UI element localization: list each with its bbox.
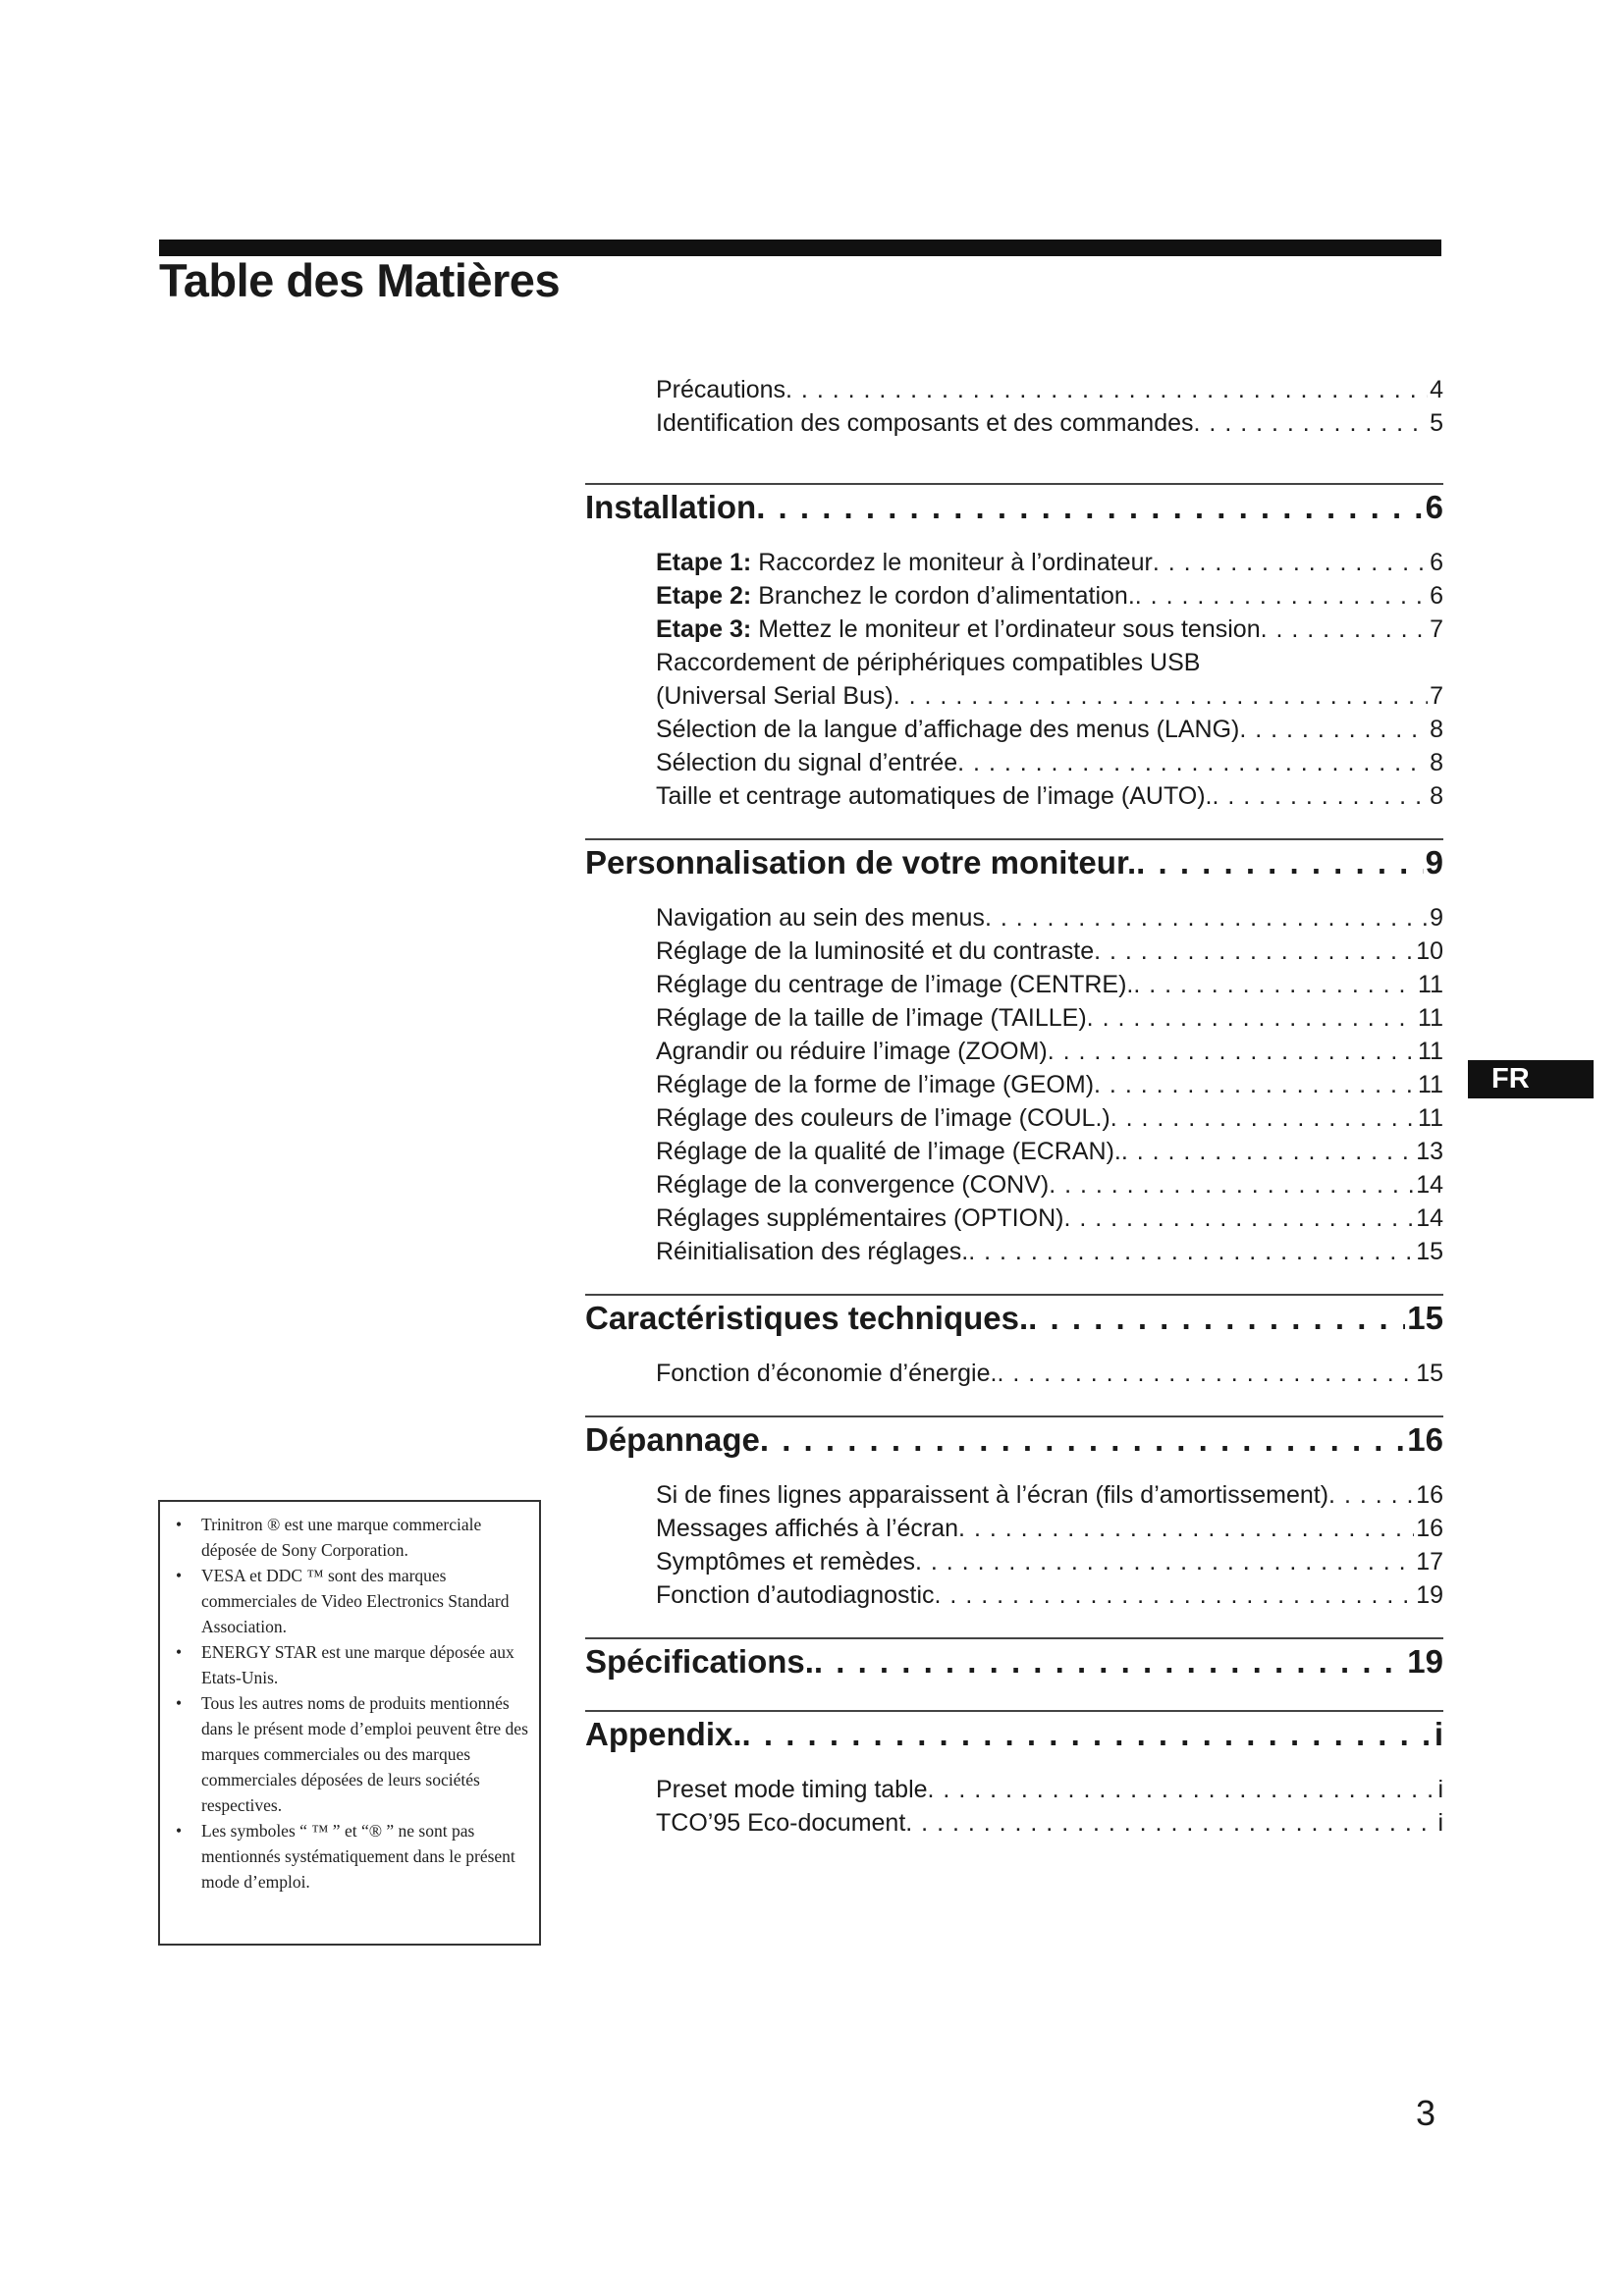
toc-entry-page: 11 [1418,971,1443,998]
toc-entry-page: 13 [1416,1138,1443,1165]
toc-entry-label: TCO’95 Eco-document [656,1809,906,1837]
dot-leader [1094,934,1414,968]
toc-entry-label: Mettez le moniteur et l’ordinateur sous tension [758,615,1261,643]
toc-entry-page: 10 [1416,937,1443,965]
toc-entry-page: 16 [1416,1515,1443,1542]
toc-entry[interactable] [656,1001,1443,1035]
dot-leader [997,1357,1414,1390]
section-page: 15 [1407,1300,1443,1336]
dot-leader [1110,1101,1416,1135]
toc-entry-label: Taille et centrage automatiques de l’image (AUTO). [656,782,1213,810]
toc-entry-label: Précautions [656,376,786,403]
toc-entry-label: Fonction d’économie d’énergie. [656,1360,998,1387]
toc-entry-label: (Universal Serial Bus) [656,682,893,710]
toc-entry[interactable] [656,1357,1443,1390]
dot-leader [1212,779,1428,813]
toc-entry-page: 16 [1416,1481,1443,1509]
toc-entry-page: 11 [1418,1038,1443,1065]
dot-leader [1135,579,1428,613]
toc-entry-label: Preset mode timing table [656,1776,928,1803]
section-page: i [1434,1716,1443,1752]
toc-entry[interactable] [656,901,1443,934]
toc-entry-label: Sélection du signal d’entrée [656,749,958,776]
step-label: Etape 2: [656,582,752,610]
dot-leader [814,1641,1405,1682]
toc-entry-label: Réinitialisation des réglages. [656,1238,969,1265]
dot-leader [1121,1135,1414,1168]
dot-leader [1133,968,1416,1001]
toc-entry[interactable] [656,613,1443,646]
toc-entry-page: 8 [1430,749,1443,776]
dot-leader [1239,713,1428,746]
section-heading[interactable] [585,1298,1443,1341]
toc-entry-page: 17 [1416,1548,1443,1575]
section-heading[interactable] [585,1714,1443,1757]
toc-entry[interactable] [656,1512,1443,1545]
toc-entry-label: Fonction d’autodiagnostic [656,1581,935,1609]
section-appendix [585,1710,1443,1840]
toc-entry-label: Agrandir ou réduire l’image (ZOOM) [656,1038,1048,1065]
dot-leader [905,1806,1435,1840]
toc-entry-page: 11 [1418,1004,1443,1032]
toc-entry-label: Réglage de la forme de l’image (GEOM) [656,1071,1095,1098]
section-depannage [585,1415,1443,1612]
toc-entry[interactable] [656,779,1443,813]
toc-entry-label: Réglage de la taille de l’image (TAILLE) [656,1004,1087,1032]
toc-entry[interactable] [656,1168,1443,1201]
dot-leader [1153,546,1428,579]
toc-entry-page: i [1437,1776,1443,1803]
dot-leader [1194,406,1429,440]
toc-entry-page: 14 [1416,1171,1443,1199]
dot-leader [915,1545,1414,1578]
toc-entry-label: Sélection de la langue d’affichage des menus (LANG) [656,716,1240,743]
step-label: Etape 1: [656,549,752,576]
toc-entry[interactable] [656,1806,1443,1840]
toc-entry-label: Raccordement de périphériques compatibles USB [656,649,1201,676]
section-title: Installation [585,489,757,525]
toc-entry[interactable] [656,579,1443,613]
toc-entry-page: 19 [1416,1581,1443,1609]
toc-entry[interactable] [656,546,1443,579]
section-title: Dépannage [585,1421,760,1458]
toc-entry-label: Réglage de la convergence (CONV) [656,1171,1050,1199]
section-heading[interactable] [585,1419,1443,1463]
section-page: 6 [1425,489,1443,525]
dot-leader [1136,842,1424,883]
toc-entry[interactable] [656,1545,1443,1578]
dot-leader [1087,1001,1416,1035]
toc-entry[interactable] [656,1235,1443,1268]
step-label: Etape 3: [656,615,752,643]
dot-leader [985,901,1428,934]
page-title: Table des Matières [159,254,561,306]
toc-entry-page: 6 [1430,549,1443,576]
toc-entry-label: Identification des composants et des commandes [656,409,1194,437]
dot-leader [968,1235,1414,1268]
section-heading[interactable] [585,487,1443,530]
dot-leader [1049,1168,1414,1201]
toc-entry-label: Navigation au sein des menus [656,904,985,932]
toc-entry-label: Réglage de la qualité de l’image (ECRAN). [656,1138,1121,1165]
section-title: Spécifications. [585,1643,814,1680]
trademark-note: • Trinitron ® est une marque commerciale déposée de Sony Corporation. [174,1512,531,1563]
toc-entry-page: 8 [1430,716,1443,743]
section-page: 16 [1407,1421,1443,1458]
dot-leader [935,1578,1415,1612]
toc-entry[interactable] [656,1578,1443,1612]
dot-leader [756,487,1423,528]
section-page: 19 [1407,1643,1443,1680]
intro-entries [585,373,1443,440]
section-title: Caractéristiques techniques. [585,1300,1029,1336]
section-caracteristiques [585,1294,1443,1390]
toc-entry-page: 11 [1418,1071,1443,1098]
dot-leader [1328,1478,1414,1512]
section-title: Personnalisation de votre moniteur. [585,844,1137,881]
trademark-note: • Tous les autres noms de produits mentionnés dans le présent mode d’emploi peuvent être des marques commerciales ou des marques commerciales déposées de leurs sociétés respectives. [174,1690,531,1818]
page-number: 3 [1416,2093,1436,2133]
toc-entry-label: Réglages supplémentaires (OPTION) [656,1204,1064,1232]
toc-entry-page: i [1437,1809,1443,1837]
toc-entry[interactable] [656,1478,1443,1512]
dot-leader [893,679,1428,713]
toc-entry[interactable] [656,373,1443,406]
toc-entry-label: Messages affichés à l’écran [656,1515,959,1542]
toc-entry[interactable] [656,406,1443,440]
dot-leader [742,1714,1433,1755]
trademark-notes [158,1500,541,1946]
dot-leader [1028,1298,1405,1339]
toc-entry[interactable] [656,713,1443,746]
toc-entry-label: Raccordez le moniteur à l’ordinateur [758,549,1153,576]
dot-leader [760,1419,1405,1461]
toc-entry-page: 4 [1430,376,1443,403]
section-page: 9 [1425,844,1443,881]
toc-entry-label: Branchez le cordon d’alimentation. [758,582,1135,610]
dot-leader [1094,1068,1416,1101]
dot-leader [958,1512,1414,1545]
toc-entry[interactable] [656,1135,1443,1168]
dot-leader [928,1773,1436,1806]
toc-entry-page: 5 [1430,409,1443,437]
dot-leader [1261,613,1428,646]
toc-entry-page: 7 [1430,615,1443,643]
toc-entry[interactable] [656,746,1443,779]
table-of-contents [585,373,1443,1840]
toc-entry-page: 14 [1416,1204,1443,1232]
language-tab: FR [1468,1060,1594,1098]
toc-entry-page: 9 [1430,904,1443,932]
toc-entry-label: Symptômes et remèdes [656,1548,915,1575]
dot-leader [1063,1201,1414,1235]
toc-entry-label: Si de fines lignes apparaissent à l’écran (fils d’amortissement) [656,1481,1329,1509]
trademark-note: • VESA et DDC ™ sont des marques commerciales de Video Electronics Standard Association. [174,1563,531,1639]
toc-entry[interactable] [656,679,1443,713]
toc-entry-page: 15 [1416,1360,1443,1387]
toc-entry-label: Réglage du centrage de l’image (CENTRE). [656,971,1134,998]
trademark-note: • Les symboles “ ™ ” et “® ” ne sont pas mentionnés systématiquement dans le présent mode d’emploi. [174,1818,531,1895]
toc-entry-label: Réglage de la luminosité et du contraste [656,937,1095,965]
toc-entry[interactable] [656,934,1443,968]
toc-entry-label: Réglage des couleurs de l’image (COUL.) [656,1104,1110,1132]
section-installation [585,483,1443,813]
trademark-note: • ENERGY STAR est une marque déposée aux Etats-Unis. [174,1639,531,1690]
section-specifications [585,1637,1443,1684]
toc-entry[interactable] [656,1201,1443,1235]
dot-leader [957,746,1428,779]
section-heading[interactable] [585,1641,1443,1684]
toc-entry[interactable] [656,1068,1443,1101]
section-heading[interactable] [585,842,1443,885]
toc-entry-page: 11 [1418,1104,1443,1132]
toc-entry[interactable] [656,1035,1443,1068]
dot-leader [1048,1035,1416,1068]
toc-entry-page: 7 [1430,682,1443,710]
section-title: Appendix. [585,1716,742,1752]
toc-entry-page: 8 [1430,782,1443,810]
dot-leader [785,373,1428,406]
toc-entry-page: 6 [1430,582,1443,610]
toc-entry[interactable] [656,968,1443,1001]
toc-entry-continued[interactable] [656,646,1443,679]
section-personnalisation [585,838,1443,1268]
toc-entry-page: 15 [1416,1238,1443,1265]
toc-entry[interactable] [656,1773,1443,1806]
toc-entry[interactable] [656,1101,1443,1135]
